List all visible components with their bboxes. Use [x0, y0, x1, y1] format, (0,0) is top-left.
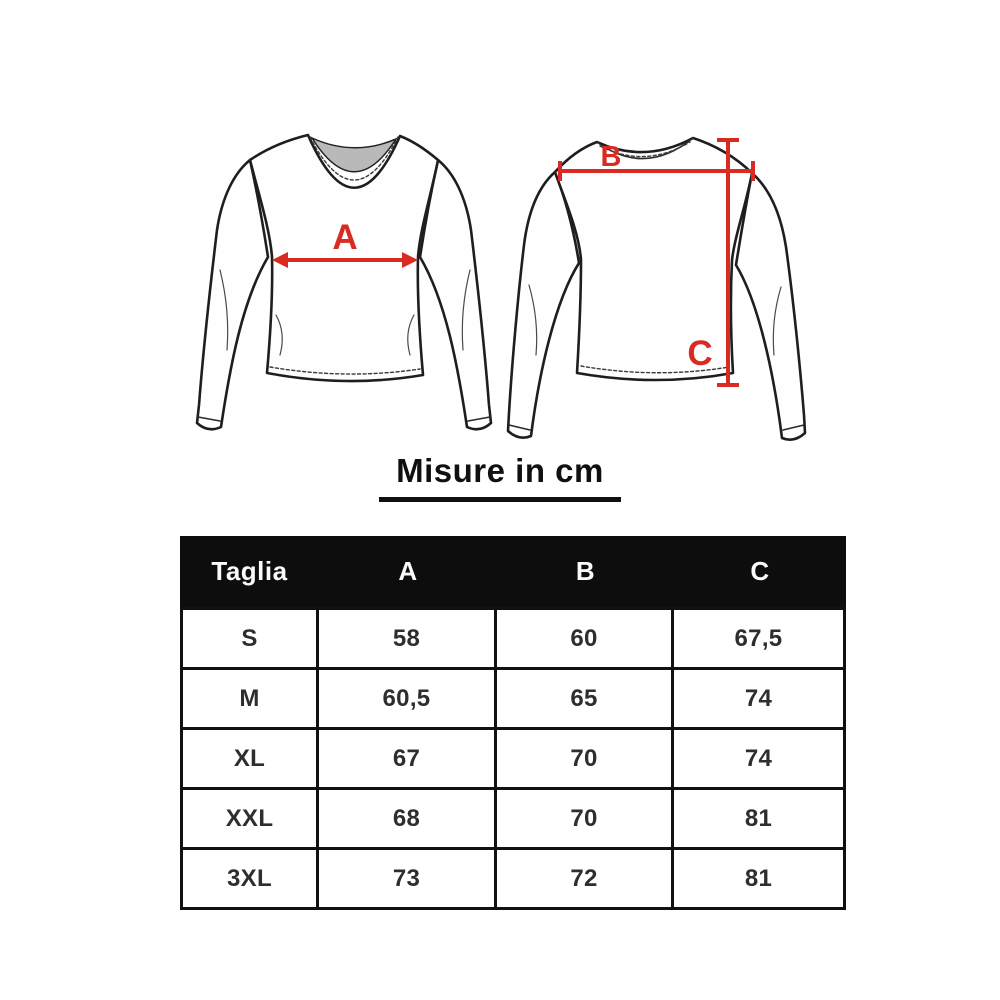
column-header-c: C	[750, 556, 770, 586]
size-cell: XL	[183, 730, 316, 787]
front-left-sleeve	[197, 160, 268, 429]
size-cell: 73	[319, 850, 494, 907]
size-cell: 58	[319, 610, 494, 667]
size-cell: 68	[319, 790, 494, 847]
size-cell: 72	[497, 850, 671, 907]
size-table	[180, 536, 846, 910]
front-shirt-illustration	[190, 105, 500, 450]
size-cell: 81	[674, 790, 843, 847]
measurement-diagram	[0, 0, 1000, 460]
size-cell: 70	[497, 730, 671, 787]
size-cell: 67,5	[674, 610, 843, 667]
measure-label-b: B	[600, 141, 622, 173]
column-header-a: A	[398, 556, 418, 586]
size-cell: 60,5	[319, 670, 494, 727]
size-cell: 74	[674, 670, 843, 727]
measure-label-a: A	[332, 218, 358, 257]
size-cell: 81	[674, 850, 843, 907]
size-cell: 3XL	[183, 850, 316, 907]
front-right-sleeve	[420, 160, 491, 429]
size-cell: 70	[497, 790, 671, 847]
size-cell: 74	[674, 730, 843, 787]
back-right-sleeve	[736, 173, 805, 440]
measure-label-c: C	[687, 334, 713, 373]
size-table-body	[180, 607, 846, 910]
size-cell: S	[183, 610, 316, 667]
back-shirt-illustration	[505, 105, 820, 450]
size-cell: 67	[319, 730, 494, 787]
size-cell: XXL	[183, 790, 316, 847]
title-underline	[379, 497, 621, 502]
column-header-b: B	[575, 556, 596, 586]
size-table-header	[180, 536, 846, 607]
size-cell: 60	[497, 610, 671, 667]
title-block	[0, 452, 1000, 502]
size-cell: 65	[497, 670, 671, 727]
column-header-taglia: Taglia	[211, 556, 288, 586]
page-title: Misure in cm	[396, 452, 604, 489]
size-cell: M	[183, 670, 316, 727]
back-torso	[555, 138, 752, 380]
